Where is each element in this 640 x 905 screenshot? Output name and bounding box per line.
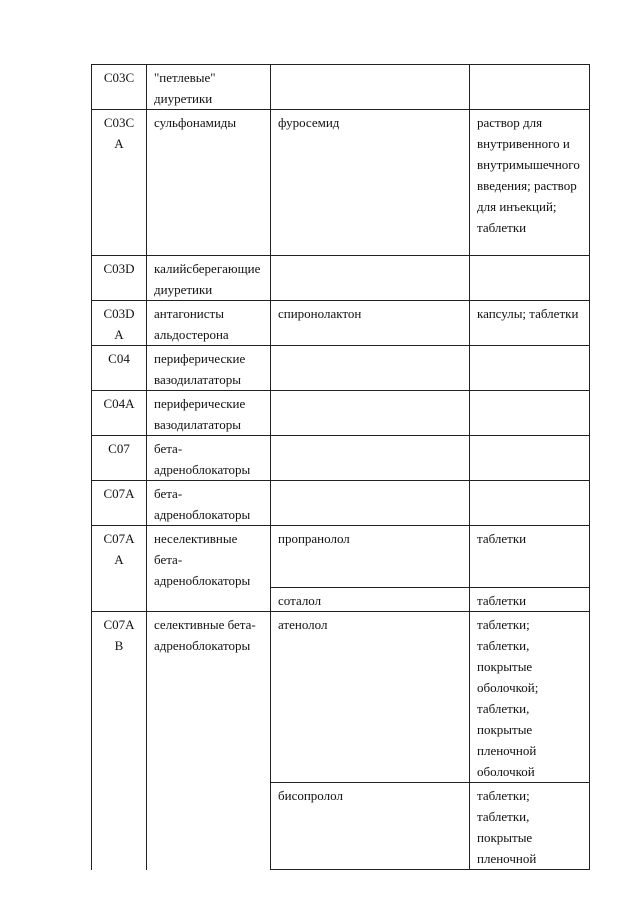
table-row: [92, 481, 590, 526]
atc-code-cell: C07: [92, 436, 147, 481]
group-name-cell: селективные бета-адреноблокаторы: [147, 612, 271, 870]
table-row: [92, 65, 590, 110]
drug-name-cell: фуросемид: [271, 110, 470, 256]
atc-code-cell: C07A: [92, 481, 147, 526]
dosage-form-cell: таблетки; таблетки, покрытые оболочкой; таблетки, покрытые пленочной оболочкой: [470, 612, 590, 783]
group-name-cell: калийсберегающие диуретики: [147, 256, 271, 301]
atc-code-cell: C07A A: [92, 526, 147, 612]
drug-name-cell: спиронолактон: [271, 301, 470, 346]
dosage-form-cell: таблетки; таблетки, покрытые пленочной: [470, 783, 590, 870]
dosage-form-cell: таблетки: [470, 526, 590, 588]
drug-classification-table: [91, 64, 590, 870]
group-name-cell: сульфонамиды: [147, 110, 271, 256]
group-name-cell: бета-адреноблокаторы: [147, 436, 271, 481]
dosage-form-cell: [470, 436, 590, 481]
group-name-cell: периферические вазодилататоры: [147, 391, 271, 436]
drug-name-cell: атенолол: [271, 612, 470, 783]
table-row: [92, 391, 590, 436]
table-row: [92, 436, 590, 481]
drug-name-cell: [271, 481, 470, 526]
dosage-form-cell: [470, 256, 590, 301]
drug-name-cell: соталол: [271, 588, 470, 612]
atc-code-cell: C03C: [92, 65, 147, 110]
drug-name-cell: [271, 346, 470, 391]
atc-code-cell: C03D: [92, 256, 147, 301]
dosage-form-cell: [470, 346, 590, 391]
dosage-form-cell: [470, 65, 590, 110]
dosage-form-cell: таблетки: [470, 588, 590, 612]
drug-name-cell: бисопролол: [271, 783, 470, 870]
atc-code-cell: C04: [92, 346, 147, 391]
table-row: [92, 301, 590, 346]
drug-name-cell: [271, 391, 470, 436]
drug-name-cell: [271, 65, 470, 110]
drug-name-cell: [271, 256, 470, 301]
table-row: [92, 612, 590, 783]
table-row: [92, 526, 590, 588]
table-row: [92, 110, 590, 256]
dosage-form-cell: капсулы; таблетки: [470, 301, 590, 346]
drug-name-cell: [271, 436, 470, 481]
group-name-cell: бета-адреноблокаторы: [147, 481, 271, 526]
table-row: [92, 256, 590, 301]
group-name-cell: неселективные бета-адреноблокаторы: [147, 526, 271, 612]
group-name-cell: антагонисты альдостерона: [147, 301, 271, 346]
dosage-form-cell: раствор для внутривенного и внутримышечного введения; раствор для инъекций; таблетки: [470, 110, 590, 256]
table-row: [92, 346, 590, 391]
dosage-form-cell: [470, 391, 590, 436]
drug-name-cell: пропранолол: [271, 526, 470, 588]
atc-code-cell: C03C A: [92, 110, 147, 256]
atc-code-cell: C04A: [92, 391, 147, 436]
group-name-cell: "петлевые" диуретики: [147, 65, 271, 110]
atc-code-cell: C07A B: [92, 612, 147, 870]
dosage-form-cell: [470, 481, 590, 526]
group-name-cell: периферические вазодилататоры: [147, 346, 271, 391]
atc-code-cell: C03D A: [92, 301, 147, 346]
